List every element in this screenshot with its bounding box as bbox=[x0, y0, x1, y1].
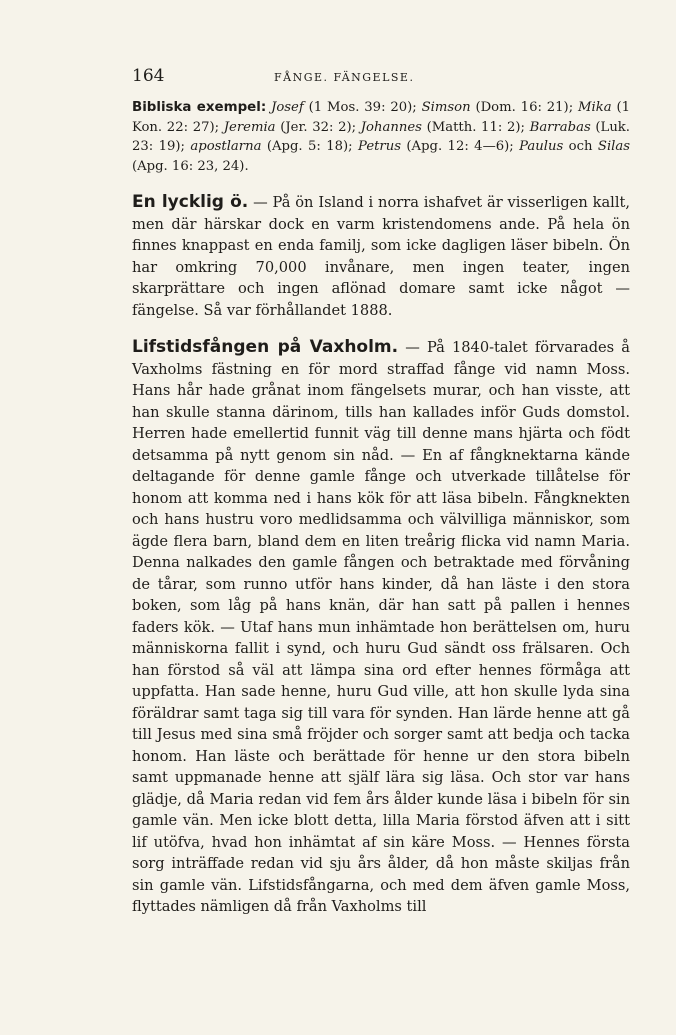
section-heading-island: En lycklig ö. bbox=[132, 192, 249, 212]
section-body-vaxholm: — På 1840-talet förvarades å Vaxholms fästning en för mord straffad fånge vid namn Moss. Hans hår hade grånat inom fängelsets murar, och han visste, att han skulle stanna därinom, tills han kallades inför Guds domstol. Herren hade emellertid funnit väg till denne mans hjärta och födt detsamma på nytt genom sin nåd. — En af fångknektarna kände deltagande för denne gamle fånge och utverkade tillåtelse för honom att komma ned i hans kök för att läsa bibeln. Fångknekten och hans hustru voro medlidsamma och välvilliga människor, som ägde flera barn, bland dem en liten treårig flicka vid namn Maria. Denna nalkades den gamle fången och betraktade med förvåning de tårar, som runno utför hans kinder, då han läste i den stora boken, som låg på hans knän, där han satt på pallen i hennes faders kök. — Utaf hans mun inhämtade hon berättelsen om, huru människorna fallit i synd, och huru Gud sändt oss frälsaren. Och han förstod så väl att lämpa sina ord efter hennes förmåga att uppfatta. Han sade henne, huru Gud ville, att hon skulle lyda sina föräldrar samt taga sig till vara för synden. Han lärde henne att gå till Jesus med sina små fröjder och sorger samt att bedja och tacka honom. Han läste och berättade för henne ur den stora bibeln samt uppmanade henne att själf lära sig läsa. Och stor var hans glädje, då Maria redan vid fem års ålder kunde läsa i bibeln för sin gamle vän. Men icke blott detta, lilla Maria förstod äfven att i sitt lif utöfva, hvad hon inhämtat af sin käre Moss. — Hennes första sorg inträffade redan vid sju års ålder, då hon måste skiljas från sin gamle vän. Lifstidsfångarna, och med dem äfven gamle Moss, flyttades nämligen då från Vaxholms till bbox=[132, 339, 630, 915]
reference-citation: (Apg. 5: 18); bbox=[261, 139, 359, 154]
reference-citation: (Dom. 16: 21); bbox=[470, 100, 579, 115]
reference-name: Silas bbox=[597, 139, 631, 154]
reference-citation: (Apg. 16: 23, 24). bbox=[132, 158, 249, 174]
reference-name: Barrabas bbox=[529, 119, 591, 135]
reference-name: Jeremia bbox=[223, 119, 276, 135]
reference-citation: (Matth. 11: 2); bbox=[421, 119, 530, 135]
reference-name: Mika bbox=[578, 100, 612, 115]
section-body-island: — På ön Island i norra ishafvet är visserligen kallt, men där härskar dock en varm kristendomens ande. På hela ön finnes knappast en enda familj, som icke dagligen läser bibeln. Ön har omkring 70,000 invånare, men ingen teater, ingen skarprättare och ingen aflönad domare samt icke något — fängelse. Så var förhållandet 1888. bbox=[132, 194, 630, 319]
reference-citation: (Jer. 32: 2); bbox=[275, 119, 361, 135]
reference-citation: (Luk. 23: 19); bbox=[132, 119, 630, 154]
reference-name: Simson bbox=[421, 100, 471, 115]
biblical-examples-label: Bibliska exempel: bbox=[132, 100, 267, 115]
reference-name: Josef bbox=[271, 100, 304, 115]
reference-citation: (Apg. 12: 4—6); bbox=[401, 139, 520, 154]
section-heading-vaxholm: Lifstidsfången på Vaxholm. bbox=[132, 337, 399, 357]
reference-name: Paulus bbox=[519, 139, 564, 154]
section-vaxholm bbox=[132, 337, 630, 918]
reference-citation: (1 Kon. 22: 27); bbox=[132, 100, 630, 135]
reference-name: Johannes bbox=[360, 119, 422, 135]
page-number: 164 bbox=[132, 66, 165, 86]
section-island bbox=[132, 192, 630, 321]
reference-citation: och bbox=[563, 139, 598, 154]
page-header bbox=[132, 66, 630, 86]
running-head: FÅNGE. FÄNGELSE. bbox=[274, 71, 415, 84]
reference-citation: (1 Mos. 39: 20); bbox=[303, 100, 422, 115]
reference-name: Petrus bbox=[358, 139, 401, 154]
biblical-examples bbox=[132, 98, 630, 176]
reference-name: apostlarna bbox=[190, 139, 262, 154]
